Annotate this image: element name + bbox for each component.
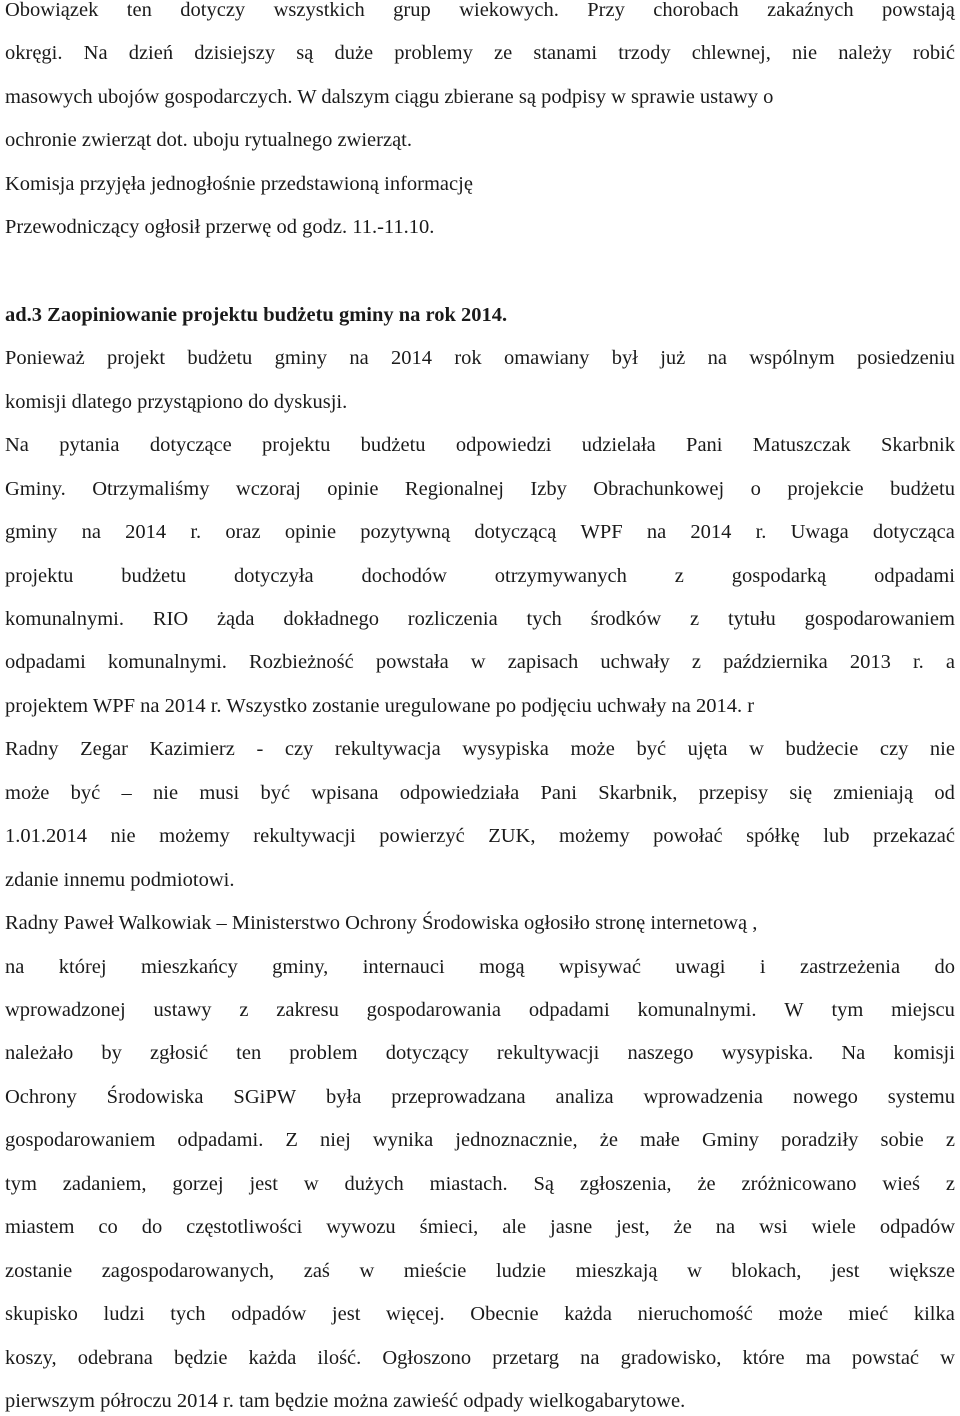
word: odpowiedzi <box>455 434 552 456</box>
word: - <box>256 738 264 760</box>
word: komisji <box>893 1042 955 1064</box>
word: SGiPW <box>233 1086 297 1108</box>
word: odpadów <box>231 1303 307 1325</box>
word: już <box>660 347 686 369</box>
word: co <box>98 1216 118 1238</box>
word: budżecie <box>785 738 859 760</box>
word: WPF <box>580 521 623 543</box>
word: budżetu <box>187 347 253 369</box>
text-line <box>5 564 955 588</box>
word: nie <box>792 42 818 64</box>
word: może <box>570 738 615 760</box>
word: odebrana <box>77 1347 153 1369</box>
word: Ogłoszono <box>382 1347 472 1369</box>
word: Przy <box>587 0 625 21</box>
word: większe <box>888 1260 955 1282</box>
word: jednoznacznie, <box>455 1129 578 1151</box>
word: Izby <box>530 478 567 500</box>
text-line <box>5 477 955 501</box>
word: powstać <box>851 1347 920 1369</box>
text-line <box>5 955 955 979</box>
word: budżetu <box>360 434 426 456</box>
word: chorobach <box>653 0 739 21</box>
word: jest <box>830 1260 860 1282</box>
word: Gminy <box>701 1129 759 1151</box>
word: Na <box>5 434 29 456</box>
word: wprowadzonej <box>5 999 126 1021</box>
word: W <box>784 999 804 1021</box>
word: odpadami <box>528 999 610 1021</box>
word: Obecnie <box>470 1303 539 1325</box>
text-line: masowych ubojów gospodarczych. W dalszym ciągu zbierane są podpisy w sprawie ustawy o <box>5 86 774 108</box>
text-line: projektem WPF na 2014 r. Wszystko zostanie uregulowane po podjęciu uchwały na 2014. r <box>5 695 755 717</box>
text-line <box>5 1346 955 1370</box>
word: odpadami <box>5 651 86 673</box>
word: zróżnicowano <box>741 1173 857 1195</box>
word: że <box>599 1129 618 1151</box>
word: poradziły <box>780 1129 859 1151</box>
word: naszego <box>627 1042 694 1064</box>
word: gminy <box>5 521 58 543</box>
word: jest, <box>616 1216 650 1238</box>
word: gospodarowaniem <box>804 608 955 630</box>
word: a <box>945 651 955 673</box>
word: Środowiska <box>106 1086 204 1108</box>
word: ustawy <box>153 999 212 1021</box>
word: był <box>611 347 638 369</box>
text-line: Przewodniczący ogłosił przerwę od godz. 11.-11.10. <box>5 216 435 238</box>
word: tym <box>5 1173 37 1195</box>
text-line <box>5 1302 955 1326</box>
word: Regionalnej <box>404 478 504 500</box>
word: wpisana <box>311 782 379 804</box>
word: należy <box>838 42 892 64</box>
word: ZUK, <box>488 825 536 847</box>
text-line <box>5 346 955 370</box>
word: opinie <box>327 478 379 500</box>
word: w <box>749 738 764 760</box>
word: z <box>239 999 249 1021</box>
word: w <box>940 1347 955 1369</box>
text-line: Radny Paweł Walkowiak – Ministerstwo Ochrony Środowiska ogłosiło stronę internetową , <box>5 912 758 934</box>
word: dotycząca <box>872 521 955 543</box>
word: koszy, <box>5 1347 57 1369</box>
word: jest <box>249 1173 278 1195</box>
word: r. <box>912 651 924 673</box>
word: otrzymywanych <box>494 565 627 587</box>
word: dzisiejszy <box>194 42 276 64</box>
word: 1.01.2014 <box>5 825 87 847</box>
word: Matuszczak <box>752 434 851 456</box>
word: że <box>673 1216 692 1238</box>
word: lub <box>823 825 850 847</box>
word: Pani <box>686 434 723 456</box>
word: odpadów <box>879 1216 955 1238</box>
text-line <box>5 1215 955 1239</box>
word: stanami <box>533 42 598 64</box>
word: Kazimierz <box>149 738 235 760</box>
word: zapisach <box>507 651 579 673</box>
word: problemy <box>394 42 473 64</box>
word: na <box>707 347 727 369</box>
word: jasne <box>550 1216 593 1238</box>
word: może <box>5 782 50 804</box>
text-line <box>5 1128 955 1152</box>
text-line <box>5 737 955 761</box>
word: wprowadzenia <box>643 1086 764 1108</box>
text-line <box>5 650 955 674</box>
word: w <box>303 1173 319 1195</box>
word: Z <box>285 1129 298 1151</box>
word: budżetu <box>121 565 187 587</box>
word: dochodów <box>361 565 447 587</box>
word: i <box>759 956 766 978</box>
word: zgłosić <box>149 1042 209 1064</box>
word: rozliczenia <box>407 608 498 630</box>
word: nowego <box>792 1086 858 1108</box>
word: duże <box>334 42 374 64</box>
word: okręgi. <box>5 42 63 64</box>
word: dotyczącą <box>474 521 557 543</box>
word: projekt <box>107 347 166 369</box>
word: omawiany <box>503 347 590 369</box>
word: mieć <box>848 1303 889 1325</box>
word: przekazać <box>873 825 955 847</box>
word: czy <box>284 738 314 760</box>
word: była <box>326 1086 362 1108</box>
word: Zegar <box>80 738 128 760</box>
word: będzie <box>173 1347 228 1369</box>
word: gminy, <box>272 956 329 978</box>
word: wczoraj <box>235 478 301 500</box>
word: z <box>674 565 684 587</box>
word: rekultywacji <box>253 825 356 847</box>
word: Na <box>83 42 108 64</box>
word: budżetu <box>890 478 955 500</box>
text-line <box>5 1172 955 1196</box>
word: śmieci, <box>419 1216 479 1238</box>
word: zakaźnych <box>767 0 854 21</box>
word: Ponieważ <box>5 347 85 369</box>
word: Na <box>841 1042 866 1064</box>
word: w <box>470 651 486 673</box>
word: Ochrony <box>5 1086 77 1108</box>
word: powierzyć <box>379 825 465 847</box>
word: na <box>349 347 369 369</box>
word: nie <box>153 782 179 804</box>
word: zastrzeżenia <box>799 956 901 978</box>
text-line <box>5 1259 955 1283</box>
text-line: pierwszym półroczu 2014 r. tam będzie można zawieść odpady wielkogabarytowe. <box>5 1390 686 1412</box>
word: zaś <box>303 1260 330 1282</box>
word: odpowiedziała <box>399 782 520 804</box>
word: gospodarowaniem <box>5 1129 156 1151</box>
word: opinie <box>284 521 337 543</box>
word: dotyczące <box>149 434 232 456</box>
word: RIO <box>152 608 189 630</box>
word: dotyczy <box>180 0 246 21</box>
word: dotyczyła <box>233 565 314 587</box>
word: miejscu <box>891 999 955 1021</box>
word: które <box>742 1347 785 1369</box>
word: powołać <box>653 825 723 847</box>
word: gradowisko, <box>620 1347 722 1369</box>
word: skupisko <box>5 1303 78 1325</box>
word: środków <box>590 608 662 630</box>
word: której <box>58 956 107 978</box>
word: miastem <box>5 1216 75 1238</box>
word: tym <box>831 999 864 1021</box>
word: możemy <box>559 825 630 847</box>
word: niej <box>320 1129 351 1151</box>
word: Skarbnik <box>880 434 955 456</box>
word: powstają <box>882 0 955 21</box>
word: ma <box>805 1347 831 1369</box>
word: dzień <box>128 42 174 64</box>
word: gorzej <box>172 1173 224 1195</box>
word: wsi <box>759 1216 788 1238</box>
word: sobie <box>880 1129 924 1151</box>
word: od <box>934 782 955 804</box>
word: wysypiska. <box>721 1042 814 1064</box>
word: 2013 <box>849 651 891 673</box>
word: należało <box>5 1042 74 1064</box>
word: wszystkich <box>273 0 365 21</box>
word: oraz <box>225 521 261 543</box>
word: internauci <box>362 956 445 978</box>
word: wspólnym <box>749 347 835 369</box>
word: – <box>121 782 132 804</box>
word: Obowiązek <box>5 0 99 21</box>
word: Są <box>533 1173 555 1195</box>
word: Rozbieżność <box>249 651 354 673</box>
text-line: zdanie innemu podmiotowi. <box>5 869 235 891</box>
word: wiele <box>811 1216 856 1238</box>
word: uwagi <box>675 956 726 978</box>
word: komunalnymi. <box>5 608 125 630</box>
word: wywozu <box>326 1216 396 1238</box>
word: tych <box>170 1303 206 1325</box>
word: października <box>723 651 828 673</box>
word: w <box>687 1260 702 1282</box>
word: do <box>141 1216 163 1238</box>
word: powstała <box>375 651 449 673</box>
word: zagospodarowanych, <box>101 1260 275 1282</box>
word: żąda <box>216 608 255 630</box>
word: w <box>359 1260 375 1282</box>
word: problem <box>289 1042 358 1064</box>
section-heading: ad.3 Zaopiniowanie projektu budżetu gminy na rok 2014. <box>5 304 508 326</box>
word: zgłoszenia, <box>579 1173 672 1195</box>
text-line <box>5 781 955 805</box>
word: ludzi <box>103 1303 145 1325</box>
word: miastach. <box>429 1173 508 1195</box>
word: rekultywacja <box>334 738 441 760</box>
word: kilka <box>913 1303 955 1325</box>
word: wysypiska <box>462 738 549 760</box>
word: Gminy. <box>5 478 66 500</box>
word: być <box>260 782 291 804</box>
word: ze <box>494 42 513 64</box>
text-line: ochronie zwierząt dot. uboju rytualnego zwierząt. <box>5 129 412 151</box>
word: na <box>5 956 25 978</box>
word: musi <box>199 782 240 804</box>
word: pozytywną <box>360 521 451 543</box>
word: systemu <box>887 1086 955 1108</box>
word: wpisywać <box>559 956 641 978</box>
word: pytania <box>59 434 120 456</box>
word: trzody <box>618 42 671 64</box>
word: być <box>70 782 101 804</box>
word: rok <box>454 347 482 369</box>
word: rekultywacji <box>496 1042 600 1064</box>
word: na <box>646 521 667 543</box>
word: r. <box>190 521 202 543</box>
word: może <box>778 1303 823 1325</box>
word: r. <box>755 521 767 543</box>
word: odpadami. <box>177 1129 264 1151</box>
word: każda <box>564 1303 613 1325</box>
word: tych <box>526 608 562 630</box>
word: tytułu <box>727 608 776 630</box>
word: częstotliwości <box>186 1216 303 1238</box>
word: przetarg <box>492 1347 560 1369</box>
word: udzielała <box>581 434 656 456</box>
word: na <box>715 1216 736 1238</box>
word: z <box>691 651 701 673</box>
word: zostanie <box>5 1260 73 1282</box>
word: dużych <box>344 1173 404 1195</box>
word: z <box>945 1129 955 1151</box>
text-line <box>5 0 955 22</box>
word: Uwaga <box>790 521 849 543</box>
word: Radny <box>5 738 59 760</box>
text-line: Komisja przyjęła jednogłośnie przedstawioną informację <box>5 173 473 195</box>
word: ujęta <box>687 738 728 760</box>
word: analiza <box>555 1086 614 1108</box>
word: wynika <box>372 1129 434 1151</box>
text-line: komisji dlatego przystąpiono do dyskusji. <box>5 391 348 413</box>
word: każda <box>248 1347 297 1369</box>
word: gospodarowania <box>366 999 502 1021</box>
text-line <box>5 433 955 457</box>
word: grup <box>393 0 431 21</box>
word: posiedzeniu <box>856 347 955 369</box>
word: się <box>789 782 813 804</box>
word: Pani <box>540 782 577 804</box>
word: komunalnymi. <box>107 651 227 673</box>
word: nie <box>929 738 955 760</box>
word: gminy <box>274 347 328 369</box>
word: że <box>697 1173 716 1195</box>
word: mieście <box>403 1260 467 1282</box>
word: Skarbnik, <box>598 782 678 804</box>
word: nie <box>110 825 136 847</box>
word: dokładnego <box>283 608 379 630</box>
word: chlewnej, <box>691 42 771 64</box>
word: zmieniają <box>833 782 914 804</box>
word: ten <box>236 1042 262 1064</box>
word: komunalnymi. <box>637 999 757 1021</box>
text-line <box>5 41 955 65</box>
word: dotyczący <box>385 1042 469 1064</box>
word: do <box>934 956 955 978</box>
word: mieszkają <box>575 1260 658 1282</box>
word: mogą <box>479 956 525 978</box>
text-line <box>5 824 955 848</box>
word: Otrzymaliśmy <box>92 478 210 500</box>
text-line <box>5 1085 955 1109</box>
word: robić <box>912 42 955 64</box>
word: możemy <box>159 825 230 847</box>
word: o <box>750 478 761 500</box>
word: spółkę <box>746 825 800 847</box>
word: z <box>690 608 700 630</box>
word: wieś <box>882 1173 920 1195</box>
word: ludzie <box>495 1260 547 1282</box>
word: na <box>580 1347 600 1369</box>
word: blokach, <box>731 1260 802 1282</box>
text-line <box>5 607 955 631</box>
word: przepisy <box>698 782 769 804</box>
word: odpadami <box>874 565 955 587</box>
text-line <box>5 1041 955 1065</box>
word: by <box>101 1042 122 1064</box>
word: przeprowadzana <box>391 1086 526 1108</box>
word: Obrachunkowej <box>593 478 725 500</box>
word: są <box>296 42 314 64</box>
word: jest <box>331 1303 361 1325</box>
word: małe <box>640 1129 680 1151</box>
word: 2014 <box>391 347 433 369</box>
word: projekcie <box>787 478 864 500</box>
word: wiekowych. <box>459 0 559 21</box>
word: więcej. <box>386 1303 445 1325</box>
word: mieszkańcy <box>140 956 238 978</box>
word: zadaniem, <box>62 1173 147 1195</box>
word: gospodarką <box>731 565 827 587</box>
word: ten <box>126 0 152 21</box>
word: nieruchomość <box>637 1303 753 1325</box>
word: 2014 <box>125 521 167 543</box>
word: 2014 <box>690 521 732 543</box>
word: projektu <box>5 565 74 587</box>
word: ilość. <box>317 1347 362 1369</box>
text-line <box>5 520 955 544</box>
word: projektu <box>262 434 331 456</box>
word: z <box>945 1173 955 1195</box>
word: uchwały <box>600 651 670 673</box>
text-line <box>5 998 955 1022</box>
word: zakresu <box>276 999 339 1021</box>
word: na <box>81 521 101 543</box>
word: być <box>636 738 667 760</box>
word: ale <box>502 1216 527 1238</box>
word: czy <box>879 738 909 760</box>
